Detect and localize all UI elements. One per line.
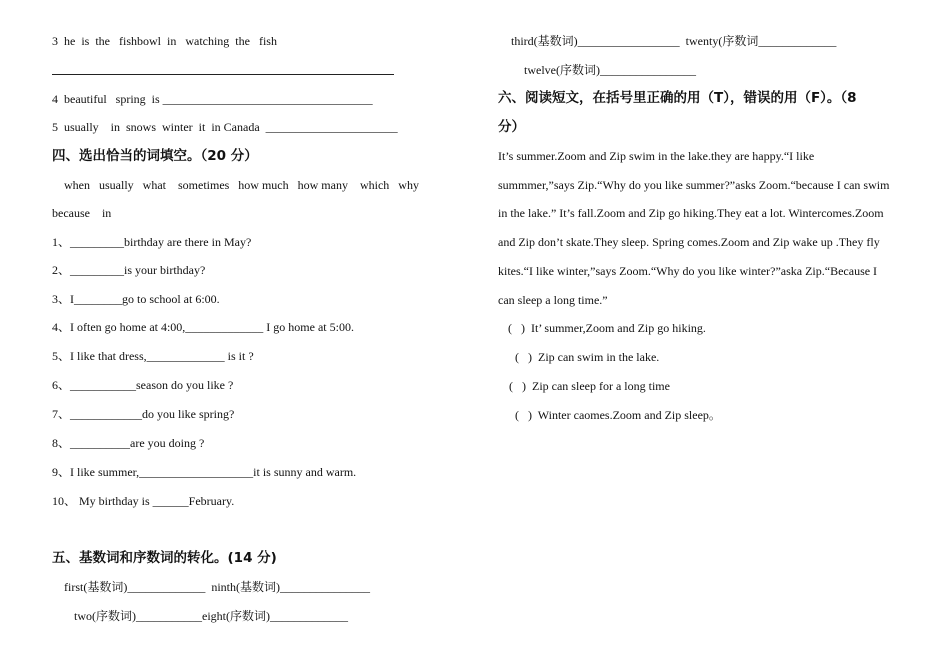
passage-line-2: summmer,”says Zip.“Why do you like summer?”asks Zoom.“because I can swim: [498, 178, 890, 192]
fill-item-5: 5、I like that dress,_____________ is it ?: [52, 349, 254, 363]
word-bank-line-2: because in: [52, 206, 112, 220]
passage-line-1: It’s summer.Zoom and Zip swim in the lake.they are happy.“I like: [498, 149, 815, 163]
fill-item-6: 6、___________season do you like ?: [52, 378, 234, 392]
true-false-item-4: ( ) Winter caomes.Zoom and Zip sleep。: [515, 408, 721, 422]
fill-item-1: 1、_________birthday are there in May?: [52, 235, 252, 249]
conversion-line-1: first(基数词)_____________ ninth(基数词)_______________: [64, 580, 370, 594]
true-false-item-2: ( ) Zip can swim in the lake.: [515, 350, 660, 364]
conversion-line-2: two(序数词)___________eight(序数词)_____________: [74, 609, 348, 623]
section-4-title: 四、选出恰当的词填空。（20 分）: [52, 148, 258, 164]
passage-line-4: and Zip don’t skate.They sleep. Spring comes.Zoom and Zip wake up .They fly: [498, 235, 880, 249]
true-false-item-3: ( ) Zip can sleep for a long time: [509, 379, 670, 393]
fill-item-2: 2、_________is your birthday?: [52, 263, 206, 277]
passage-line-6: can sleep a long time.”: [498, 293, 608, 307]
section-5-title: 五、基数词和序数词的转化。(14 分): [52, 550, 277, 566]
word-bank-line-1: when usually what sometimes how much how many which why: [64, 178, 419, 192]
conversion-line-4: twelve(序数词)________________: [524, 63, 696, 77]
fill-item-9: 9、I like summer,___________________it is sunny and warm.: [52, 465, 357, 479]
fill-item-3: 3、I________go to school at 6:00.: [52, 292, 220, 306]
answer-line-3: [52, 74, 394, 75]
section-6-title: 六、阅读短文，在括号里正确的用（T），错误的用（F）。（8: [498, 90, 857, 106]
question-4: 4 beautiful spring is ___________________________________: [52, 92, 373, 106]
fill-item-7: 7、____________do you like spring?: [52, 407, 235, 421]
passage-line-5: kites.“I like winter,”says Zoom.“Why do you like winter?”aska Zip.“Because I: [498, 264, 878, 278]
fill-item-10: 10、 My birthday is ______February.: [52, 494, 235, 508]
question-3: 3 he is the fishbowl in watching the fish: [52, 34, 277, 48]
fill-item-8: 8、__________are you doing ?: [52, 436, 205, 450]
passage-line-3: in the lake.” It’s fall.Zoom and Zip go hiking.They eat a lot. Wintercomes.Zoom: [498, 206, 884, 220]
question-5: 5 usually in snows winter it in Canada ______________________: [52, 120, 398, 134]
true-false-item-1: ( ) It’ summer,Zoom and Zip go hiking.: [508, 321, 706, 335]
fill-item-4: 4、I often go home at 4:00,_____________ I go home at 5:00.: [52, 320, 354, 334]
section-6-title-cont: 分）: [498, 119, 525, 135]
conversion-line-3: third(基数词)_________________ twenty(序数词_____________: [511, 34, 837, 48]
